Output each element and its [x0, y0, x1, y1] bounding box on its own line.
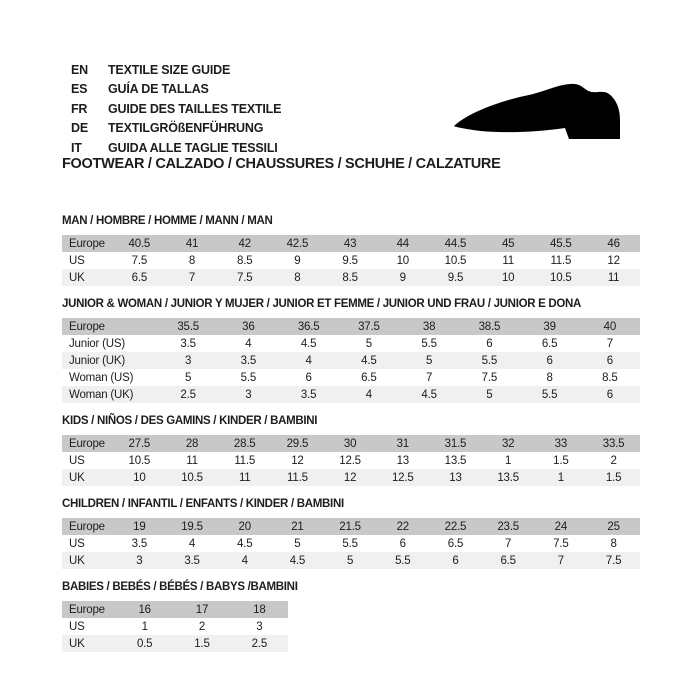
size-table-babies: [62, 601, 288, 652]
size-cell: 18: [231, 601, 288, 618]
size-cell: 9.5: [342, 254, 358, 267]
row-label: Europe: [62, 235, 113, 252]
size-cell: 19: [113, 518, 166, 535]
size-cell: 42.5: [271, 235, 324, 252]
size-cell: 0.5: [116, 635, 173, 652]
size-cell: 5: [324, 552, 377, 569]
size-tables: [62, 214, 648, 663]
language-code: ES: [71, 82, 88, 97]
size-cell: 17: [173, 601, 230, 618]
size-cell: 22: [376, 518, 429, 535]
row-label: UK: [62, 552, 113, 569]
table-title-children: CHILDREN / INFANTIL / ENFANTS / KINDER / BAMBINI: [62, 498, 344, 510]
size-cell: 9.5: [429, 269, 482, 286]
size-cell: 9: [294, 254, 301, 267]
table-row-junior-uk: [62, 352, 640, 369]
size-cell: 3: [218, 386, 278, 403]
language-code: DE: [71, 121, 88, 136]
size-cell: 46: [587, 235, 640, 252]
size-cell: 12: [607, 254, 620, 267]
language-label: TEXTILE SIZE GUIDE: [108, 62, 231, 77]
size-cell: 6: [580, 352, 640, 369]
size-cell: 6: [486, 337, 493, 350]
size-section-junior-woman: [62, 297, 648, 403]
row-label: Junior (UK): [62, 352, 158, 369]
language-code: EN: [71, 62, 88, 77]
size-cell: 5: [185, 371, 192, 384]
size-cell: 28.5: [218, 435, 271, 452]
size-cell: 6.5: [447, 537, 464, 550]
row-label: Woman (UK): [62, 386, 158, 403]
table-title-kids: KIDS / NIÑOS / DES GAMINS / KINDER / BAMBINI: [62, 415, 318, 427]
row-label: US: [69, 254, 85, 267]
size-cell: 40: [580, 318, 640, 335]
size-cell: 1: [505, 454, 512, 467]
language-row-de: [71, 119, 281, 139]
size-cell: 8: [271, 269, 324, 286]
size-cell: 45.5: [535, 235, 588, 252]
size-cell: 44: [376, 235, 429, 252]
size-cell: 6: [429, 552, 482, 569]
size-cell: 5: [294, 537, 301, 550]
size-cell: 36.5: [279, 318, 339, 335]
language-label: GUIDA ALLE TAGLIE TESSILI: [108, 140, 278, 155]
language-label: TEXTILGRÖßENFÜHRUNG: [108, 121, 264, 136]
language-row-en: [71, 60, 281, 80]
size-cell: 8.5: [237, 254, 253, 267]
size-cell: 13.5: [444, 454, 467, 467]
size-cell: 1.5: [173, 635, 230, 652]
table-row-uk: [62, 552, 640, 569]
language-label: GUIDE DES TAILLES TEXTILE: [108, 101, 282, 116]
size-cell: 11.5: [550, 254, 572, 267]
size-cell: 6.5: [361, 371, 377, 384]
size-cell: 37.5: [339, 318, 399, 335]
table-row-europe: [62, 518, 640, 535]
row-label: Europe: [62, 435, 113, 452]
size-cell: 11: [502, 254, 514, 267]
size-cell: 21.5: [324, 518, 377, 535]
size-cell: 11.5: [271, 469, 324, 486]
size-cell: 31: [376, 435, 429, 452]
size-cell: 35.5: [158, 318, 218, 335]
size-cell: 6: [520, 352, 580, 369]
size-cell: 3.5: [131, 537, 148, 550]
table-row-junior-us: [62, 335, 640, 352]
row-label: UK: [62, 635, 116, 652]
size-cell: 5.5: [342, 537, 358, 550]
size-cell: 8: [546, 371, 553, 384]
size-cell: 11.5: [234, 454, 256, 467]
size-cell: 4: [279, 352, 339, 369]
size-cell: 13.5: [482, 469, 535, 486]
language-code: FR: [71, 101, 88, 116]
size-cell: 42: [218, 235, 271, 252]
table-row-us: [62, 535, 640, 552]
size-cell: 9: [376, 269, 429, 286]
row-label: UK: [62, 269, 113, 286]
size-cell: 31.5: [429, 435, 482, 452]
size-cell: 36: [218, 318, 278, 335]
size-cell: 32: [482, 435, 535, 452]
size-cell: 8.5: [602, 371, 618, 384]
size-cell: 8: [610, 537, 617, 550]
size-cell: 10: [482, 269, 535, 286]
size-cell: 2: [198, 620, 206, 633]
row-label: UK: [62, 469, 113, 486]
size-cell: 6.5: [113, 269, 166, 286]
size-cell: 45: [482, 235, 535, 252]
size-table-children: [62, 518, 640, 569]
row-label: US: [69, 620, 85, 633]
table-row-us: [62, 452, 640, 469]
size-cell: 6.5: [482, 552, 535, 569]
size-cell: 8: [188, 254, 196, 267]
size-cell: 21: [271, 518, 324, 535]
table-title-man: MAN / HOMBRE / HOMME / MANN / MAN: [62, 215, 273, 227]
size-section-children: [62, 497, 648, 569]
size-cell: 41: [166, 235, 219, 252]
table-row-europe: [62, 435, 640, 452]
size-cell: 3.5: [180, 337, 196, 350]
size-cell: 22.5: [429, 518, 482, 535]
table-row-uk: [62, 269, 640, 286]
size-cell: 10.5: [128, 454, 151, 467]
size-section-kids: [62, 414, 648, 486]
table-row-europe: [62, 601, 288, 618]
table-title-junior-woman: JUNIOR & WOMAN / JUNIOR Y MUJER / JUNIOR ET FEMME / JUNIOR UND FRAU / JUNIOR E DONA: [62, 298, 582, 310]
language-code: IT: [71, 140, 82, 155]
size-cell: 38: [399, 318, 459, 335]
size-cell: 4.5: [339, 352, 399, 369]
size-cell: 7.5: [553, 537, 569, 550]
size-cell: 7: [606, 337, 613, 350]
size-cell: 39: [520, 318, 580, 335]
size-cell: 1.5: [553, 454, 569, 467]
size-cell: 40.5: [113, 235, 166, 252]
size-cell: 10: [113, 469, 166, 486]
size-cell: 2.5: [231, 635, 288, 652]
size-cell: 5.5: [459, 352, 519, 369]
table-row-uk: [62, 469, 640, 486]
row-label: Europe: [62, 318, 158, 335]
size-cell: 7: [166, 269, 219, 286]
size-cell: 16: [116, 601, 173, 618]
size-cell: 8.5: [324, 269, 377, 286]
size-cell: 10.5: [535, 269, 588, 286]
size-cell: 4.5: [300, 337, 317, 350]
size-cell: 3: [256, 620, 263, 633]
table-row-us: [62, 252, 640, 269]
row-label: Junior (US): [69, 337, 125, 350]
size-cell: 13: [396, 454, 409, 467]
size-section-babies: [62, 580, 648, 652]
size-cell: 12: [324, 469, 377, 486]
size-cell: 7: [426, 371, 433, 384]
size-cell: 28: [166, 435, 219, 452]
language-row-it: [71, 138, 281, 158]
size-cell: 3.5: [166, 552, 219, 569]
size-cell: 30: [324, 435, 377, 452]
size-cell: 7.5: [218, 269, 271, 286]
category-title: FOOTWEAR / CALZADO / CHAUSSURES / SCHUHE / CALZATURE: [62, 156, 501, 172]
size-cell: 7.5: [587, 552, 640, 569]
size-cell: 6: [399, 537, 406, 550]
size-cell: 4.5: [271, 552, 324, 569]
size-cell: 27.5: [113, 435, 166, 452]
size-cell: 29.5: [271, 435, 324, 452]
table-row-us: [62, 618, 288, 635]
size-cell: 12.5: [376, 469, 429, 486]
row-label: Woman (US): [69, 371, 134, 384]
table-title-babies: BABIES / BEBÉS / BÉBÉS / BABYS /BAMBINI: [62, 581, 298, 593]
size-table-kids: [62, 435, 640, 486]
size-cell: 10.5: [166, 469, 219, 486]
size-cell: 19.5: [166, 518, 219, 535]
size-cell: 43: [324, 235, 377, 252]
size-cell: 5.5: [520, 386, 580, 403]
size-cell: 7: [535, 552, 588, 569]
size-cell: 12.5: [339, 454, 361, 467]
size-cell: 1: [535, 469, 588, 486]
size-cell: 4: [245, 337, 252, 350]
size-cell: 33.5: [587, 435, 640, 452]
size-cell: 3.5: [279, 386, 339, 403]
size-cell: 11: [587, 269, 640, 286]
size-section-man: [62, 214, 648, 286]
size-cell: 4.5: [237, 537, 253, 550]
size-table-junior-woman: [62, 318, 640, 403]
size-cell: 25: [587, 518, 640, 535]
size-cell: 6.5: [541, 337, 558, 350]
size-cell: 12: [291, 454, 304, 467]
language-label: GUÍA DE TALLAS: [108, 82, 209, 97]
size-cell: 10: [396, 254, 409, 267]
row-label: US: [69, 454, 85, 467]
size-cell: 4.5: [399, 386, 459, 403]
language-title-list: [71, 60, 281, 158]
size-cell: 1: [141, 620, 148, 633]
size-cell: 11: [218, 469, 271, 486]
size-cell: 4: [218, 552, 271, 569]
dress-shoe-icon: [447, 70, 652, 162]
table-row-uk: [62, 635, 288, 652]
size-cell: 3: [113, 552, 166, 569]
size-cell: 5.5: [421, 337, 437, 350]
table-row-woman-us: [62, 369, 640, 386]
size-cell: 44.5: [429, 235, 482, 252]
size-cell: 5: [399, 352, 459, 369]
size-cell: 33: [535, 435, 588, 452]
size-cell: 7.5: [131, 254, 148, 267]
table-row-europe: [62, 318, 640, 335]
size-cell: 4: [188, 537, 196, 550]
size-cell: 3: [158, 352, 218, 369]
size-cell: 7: [505, 537, 512, 550]
row-label: Europe: [62, 601, 116, 618]
size-cell: 2.5: [158, 386, 218, 403]
size-cell: 3.5: [218, 352, 278, 369]
size-cell: 11: [186, 454, 198, 467]
size-cell: 10.5: [444, 254, 467, 267]
size-cell: 5.5: [240, 371, 257, 384]
size-cell: 1.5: [587, 469, 640, 486]
size-cell: 5: [459, 386, 519, 403]
table-row-woman-uk: [62, 386, 640, 403]
size-cell: 4: [339, 386, 399, 403]
size-cell: 7.5: [481, 371, 498, 384]
size-cell: 24: [535, 518, 588, 535]
size-cell: 5.5: [376, 552, 429, 569]
size-cell: 38.5: [459, 318, 519, 335]
size-cell: 13: [429, 469, 482, 486]
size-cell: 6: [580, 386, 640, 403]
size-cell: 23.5: [482, 518, 535, 535]
size-cell: 20: [218, 518, 271, 535]
table-row-europe: [62, 235, 640, 252]
size-cell: 5: [365, 337, 372, 350]
size-cell: 2: [610, 454, 617, 467]
language-row-fr: [71, 99, 281, 119]
size-cell: 6: [305, 371, 312, 384]
size-table-man: [62, 235, 640, 286]
row-label: Europe: [62, 518, 113, 535]
language-row-es: [71, 80, 281, 100]
row-label: US: [69, 537, 85, 550]
